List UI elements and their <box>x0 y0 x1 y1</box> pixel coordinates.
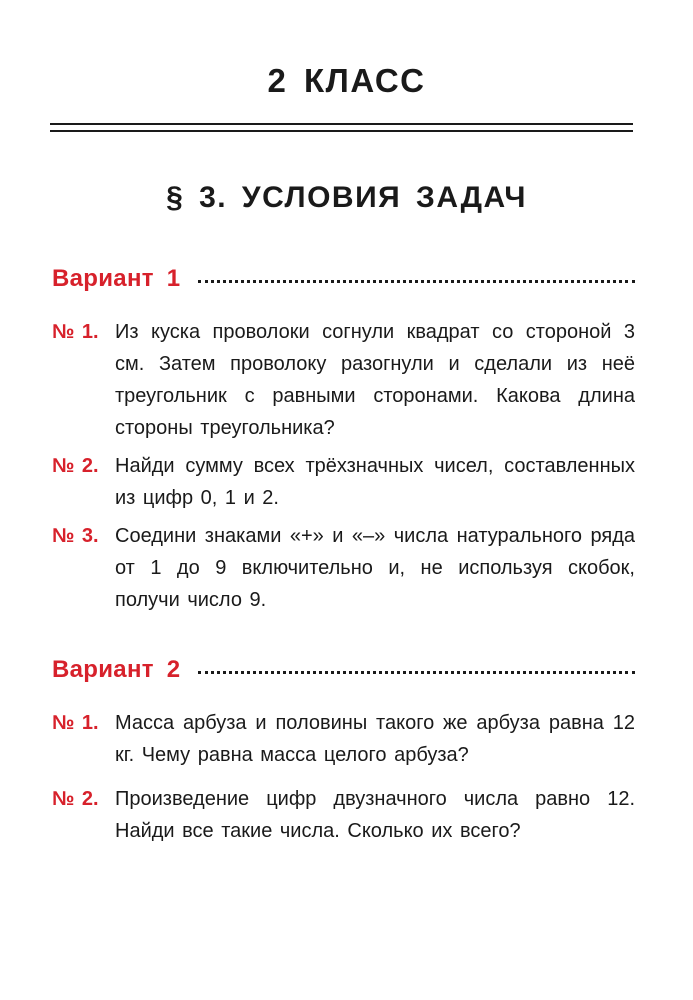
section-title: § 3. УСЛОВИЯ ЗАДАЧ <box>166 181 527 214</box>
variant-label: Вариант 2 <box>52 656 181 683</box>
variant-label: Вариант 1 <box>52 265 181 292</box>
variant-heading-2 <box>52 656 635 684</box>
task-item <box>52 316 635 444</box>
grade-title: 2 КЛАСС <box>267 62 426 99</box>
task-number: № 3. <box>52 525 99 547</box>
variant-heading-1 <box>52 265 635 293</box>
dotted-leader <box>198 280 635 283</box>
task-number: № 2. <box>52 788 99 810</box>
task-text: Найди сумму всех трёхзначных чисел, составленных из цифр 0, 1 и 2. <box>115 455 635 509</box>
task-item <box>52 783 635 847</box>
dotted-leader <box>198 671 635 674</box>
task-item <box>52 450 635 514</box>
task-number: № 1. <box>52 712 99 734</box>
task-text: Произведение цифр двузначного числа равно 12. Найди все такие числа. Сколько их всего? <box>115 788 635 842</box>
divider-line-top <box>50 123 633 125</box>
task-text: Соедини знаками «+» и «–» числа натурального ряда от 1 до 9 включительно и, не используя скобок, получи число 9. <box>115 525 635 611</box>
task-item <box>52 707 635 771</box>
task-text: Масса арбуза и половины такого же арбуза равна 12 кг. Чему равна масса целого арбуза? <box>115 712 635 766</box>
divider-line-bottom <box>50 130 633 132</box>
task-number: № 2. <box>52 455 99 477</box>
task-item <box>52 520 635 616</box>
task-text: Из куска проволоки согнули квадрат со стороной 3 см. Затем проволоку разогнули и сделали из неё треугольник с равными сторонами. Какова длина стороны треугольника? <box>115 321 635 439</box>
task-number: № 1. <box>52 321 99 343</box>
